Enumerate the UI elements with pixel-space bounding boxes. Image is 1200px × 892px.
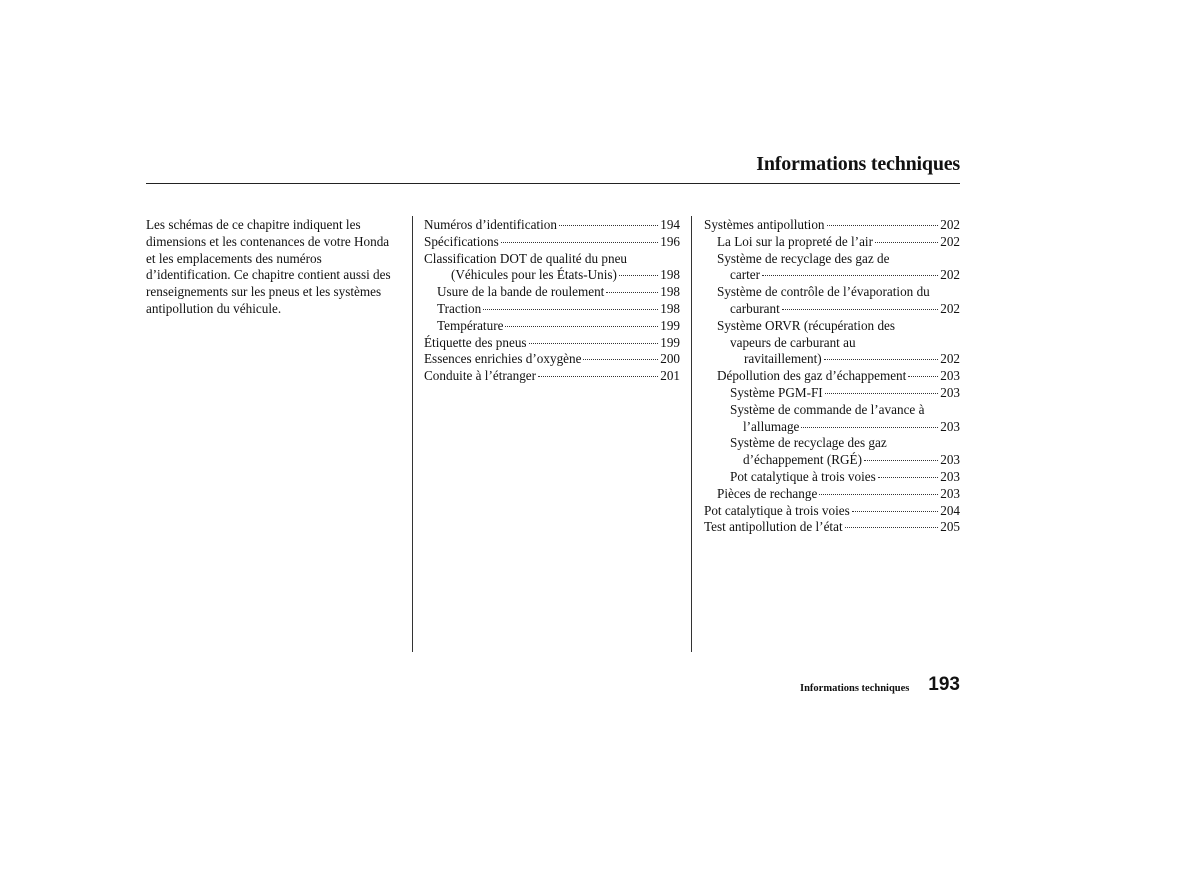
toc-entry-numeros-identification[interactable] — [424, 217, 680, 234]
toc-entry-loi-proprete-air[interactable] — [704, 234, 960, 251]
toc-entry-label-line1: Système de contrôle de l’évaporation du — [717, 284, 930, 300]
toc-entry-label: Usure de la bande de roulement — [437, 284, 605, 300]
toc-entry-pot-catalytique-204[interactable] — [704, 503, 960, 520]
dot-leader — [852, 511, 938, 512]
toc-entry-label: Systèmes antipollution — [704, 217, 825, 232]
toc-entry-temperature[interactable] — [424, 318, 680, 335]
toc-entry-label-line2: carburant — [730, 300, 780, 316]
page-title: Informations techniques — [756, 153, 960, 175]
dot-leader — [819, 494, 938, 495]
toc-entry-label-line1: Système de recyclage des gaz — [730, 435, 887, 451]
dot-leader — [801, 427, 938, 428]
toc-entry-label: Pièces de rechange — [717, 485, 818, 501]
dot-leader — [908, 376, 938, 377]
toc-entry-systeme-pgm-fi[interactable] — [704, 385, 960, 402]
toc-entry-page: 202 — [940, 300, 960, 316]
toc-entry-label: Essences enrichies d’oxygène — [424, 351, 582, 367]
dot-leader — [501, 242, 659, 243]
toc-entry-page: 202 — [940, 233, 960, 249]
toc-entry-label: Pot catalytique à trois voies — [730, 468, 876, 484]
toc-entry-commande-avance-allumage[interactable] — [704, 402, 960, 436]
toc-entry-label: Traction — [437, 300, 482, 316]
dot-leader — [864, 460, 938, 461]
header-rule — [146, 183, 960, 184]
toc-entry-systeme-orvr[interactable] — [704, 318, 960, 368]
toc-entry-page: 198 — [660, 267, 680, 283]
toc-entry-page: 202 — [940, 267, 960, 283]
intro-text: Les schémas de ce chapitre indiquent les dimensions et les contenances de votre Honda et les emplacements des numéros d’identification. Ce chapitre contient aussi des renseignements sur les pneus et les systèmes antipollution du véhicule. — [146, 217, 391, 316]
dot-leader — [824, 359, 939, 360]
toc-entry-test-antipollution[interactable] — [704, 519, 960, 536]
dot-leader — [538, 376, 658, 377]
toc-entry-label-line1: Système de commande de l’avance à — [730, 401, 925, 417]
toc-entry-page: 203 — [940, 452, 960, 468]
footer-section-label: Informations techniques — [800, 683, 910, 694]
toc-entry-label: Numéros d’identification — [424, 217, 557, 232]
toc-entry-usure-bande[interactable] — [424, 284, 680, 301]
toc-entry-page: 198 — [660, 284, 680, 300]
dot-leader — [875, 242, 938, 243]
column-divider-left — [412, 216, 413, 652]
toc-entry-page: 204 — [940, 502, 960, 518]
toc-entry-page: 203 — [940, 468, 960, 484]
toc-entry-etiquette-pneus[interactable] — [424, 335, 680, 352]
dot-leader — [529, 343, 659, 344]
toc-entry-recyclage-gaz-echappement[interactable] — [704, 435, 960, 469]
toc-entry-page: 194 — [660, 217, 680, 232]
toc-entry-label: Température — [437, 317, 504, 333]
toc-entry-label-line1: Système de recyclage des gaz de — [717, 250, 890, 266]
dot-leader — [827, 225, 939, 226]
intro-paragraph — [146, 217, 396, 318]
toc-entry-label-line1: Système ORVR (récupération des — [717, 317, 896, 333]
toc-entry-page: 199 — [660, 334, 680, 350]
dot-leader — [505, 326, 658, 327]
toc-entry-label-line1: Classification DOT de qualité du pneu — [424, 250, 628, 266]
dot-leader — [483, 309, 658, 310]
toc-entry-label-line3: ravitaillement) — [744, 351, 822, 367]
dot-leader — [559, 225, 658, 226]
toc-entry-label: Étiquette des pneus — [424, 334, 527, 350]
toc-entry-classification-dot[interactable] — [424, 251, 680, 285]
toc-entry-page: 201 — [660, 368, 680, 384]
column-divider-right — [691, 216, 692, 652]
toc-entry-page: 205 — [940, 519, 960, 535]
toc-column-1 — [424, 217, 680, 385]
dot-leader — [845, 527, 939, 528]
toc-entry-depollution-gaz[interactable] — [704, 368, 960, 385]
toc-entry-page: 203 — [940, 368, 960, 384]
toc-entry-label: Conduite à l’étranger — [424, 368, 537, 384]
toc-entry-systemes-antipollution[interactable] — [704, 217, 960, 234]
toc-entry-label: Système PGM-FI — [730, 384, 823, 400]
dot-leader — [606, 292, 658, 293]
toc-entry-controle-evaporation[interactable] — [704, 284, 960, 318]
toc-entry-page: 203 — [940, 384, 960, 400]
toc-entry-label-line2: (Véhicules pour les États-Unis) — [451, 267, 617, 283]
dot-leader — [583, 359, 658, 360]
toc-entry-conduite-etranger[interactable] — [424, 368, 680, 385]
page-number: 193 — [928, 674, 960, 695]
toc-entry-label: Spécifications — [424, 233, 499, 249]
toc-entry-label: La Loi sur la propreté de l’air — [717, 233, 873, 249]
toc-entry-recyclage-gaz-carter[interactable] — [704, 251, 960, 285]
toc-entry-pot-catalytique-203[interactable] — [704, 469, 960, 486]
toc-entry-pieces-rechange[interactable] — [704, 486, 960, 503]
toc-entry-page: 203 — [940, 485, 960, 501]
dot-leader — [619, 275, 658, 276]
dot-leader — [782, 309, 938, 310]
toc-entry-label-line2: d’échappement (RGÉ) — [743, 452, 863, 468]
toc-entry-label-line2: carter — [730, 267, 761, 283]
toc-entry-traction[interactable] — [424, 301, 680, 318]
toc-entry-label-line2: vapeurs de carburant au — [730, 334, 856, 350]
dot-leader — [825, 393, 939, 394]
toc-entry-page: 202 — [940, 351, 960, 367]
toc-entry-label: Pot catalytique à trois voies — [704, 502, 850, 518]
toc-entry-label: Dépollution des gaz d’échappement — [717, 368, 907, 384]
toc-entry-page: 196 — [660, 233, 680, 249]
toc-column-2 — [704, 217, 960, 536]
toc-entry-label-line2: l’allumage — [743, 418, 800, 434]
toc-entry-page: 202 — [940, 217, 960, 232]
toc-entry-page: 198 — [660, 300, 680, 316]
toc-entry-page: 203 — [940, 418, 960, 434]
dot-leader — [762, 275, 938, 276]
toc-entry-page: 200 — [660, 351, 680, 367]
dot-leader — [878, 477, 938, 478]
toc-entry-label: Test antipollution de l’état — [704, 519, 843, 535]
toc-entry-page: 199 — [660, 317, 680, 333]
toc-entry-essences-oxygene[interactable] — [424, 351, 680, 368]
toc-entry-specifications[interactable] — [424, 234, 680, 251]
